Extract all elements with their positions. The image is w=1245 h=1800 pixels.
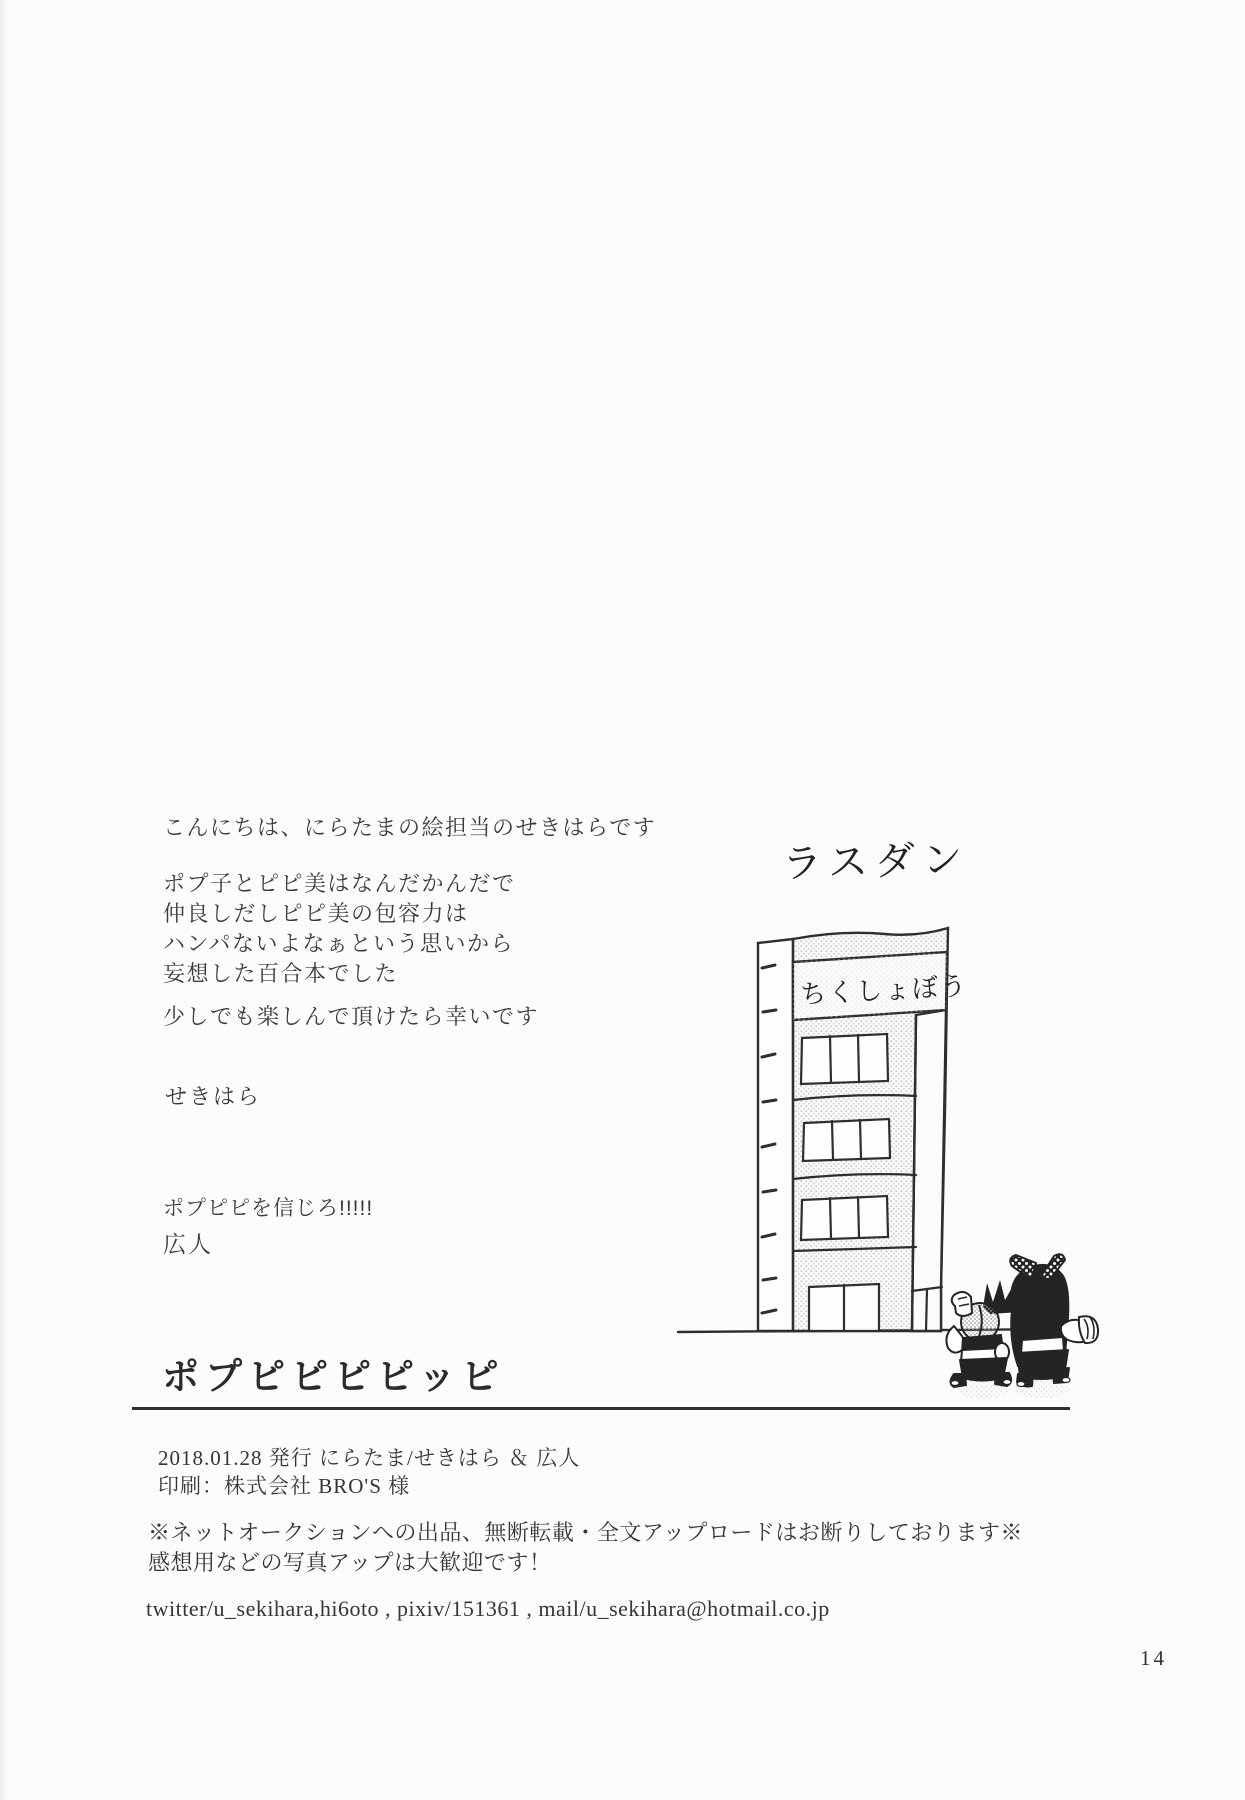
entrance-door [809,1284,879,1331]
afterword-line: ハンパないよなぁという思いから [163,931,514,956]
greeting-text: こんにちは、にらたまの絵担当のせきはらです [163,815,657,840]
publish-line: 2018.01.28 発行 にらたま/せきはら ＆ 広人 [158,1446,581,1470]
building-sign-text: ちくしょぼう [799,970,969,1010]
print-line: 印刷：株式会社 BRO'S 様 [158,1474,411,1498]
window-row [803,1119,890,1161]
auction-notice-line: ※ネットオークションへの出品、無断転載・全文アップロードはお断りしております※ [148,1520,1023,1545]
contact-line: twitter/u_sekihara,hi6oto , pixiv/151361 , mail/u_sekihara@hotmail.co.jp [146,1596,830,1621]
window-row [801,1034,888,1084]
closing-text: 少しでも楽しんで頂けたら幸いです [163,1004,540,1029]
photo-notice-line: 感想用などの写真アップは大歓迎です！ [148,1550,552,1575]
afterword-paragraph [163,869,516,989]
title-underline [132,1407,1070,1410]
hiroto-signature: 広人 [163,1231,213,1257]
pipimi-figure [1010,1254,1098,1398]
afterword-line: ポプ子とピピ美はなんだかんだで [163,871,516,896]
afterword-line: 妄想した百合本でした [163,961,399,986]
window-row [801,1196,888,1240]
page-number: 14 [1140,1646,1167,1670]
lastdungeon-caption: ラスダン [781,837,970,887]
sekihara-signature: せきはら [165,1084,262,1109]
building-side-wall [912,1010,946,1331]
building-illustration [650,810,1120,1410]
book-title: ポプピピピピッピ [162,1356,505,1397]
pipimi-bow-knot [1033,1269,1041,1277]
building-left-column [758,939,793,1331]
believe-text: ポプピピを信じろ!!!!! [163,1197,374,1220]
afterword-line: 仲良しだしピピ美の包容力は [163,901,469,926]
